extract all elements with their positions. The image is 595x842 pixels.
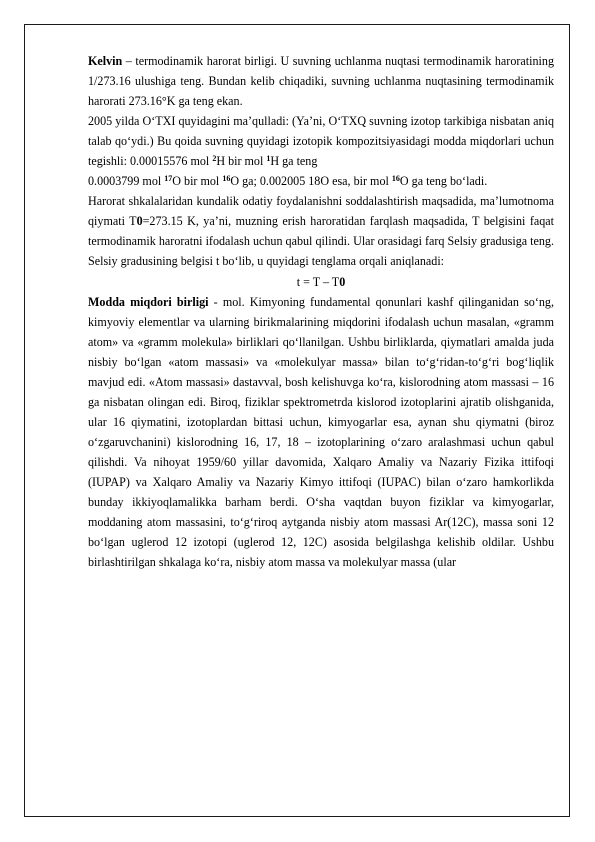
oxygen-text: O bir mol xyxy=(172,174,223,189)
scale-text: =273.15 K, ya’ni, muzning erish haroratidan farqlash maqsadida, T belgisini faqat termodinamik haroratni ifodalash uchun qabul qilindi. Ular orasidagi farq Selsiy gradusiga teng. Selsiy gradusining belgisi t bo‘lib, u quyidagi tenglama orqali aniqlanadi: xyxy=(88,214,554,269)
kelvin-term: Kelvin xyxy=(88,54,123,68)
superscript: 1 xyxy=(266,154,271,164)
oxygen-text: O ga teng bo‘ladi. xyxy=(399,174,488,189)
mole-term: Modda miqdori birligi xyxy=(88,294,209,309)
mole-definition: - mol. Kimyoning fundamental qonunlari kashf qilinganidan so‘ng, kimyoviy elementlar va ularning birikmalarining miqdorini ifodalash uchun masalan, «gramm atom» va «gramm molekula» birliklari qo‘llanilgan. Ushbu birliklarda, qiymatlari amalda juda nisbiy bo‘lgan «atom massasi» va «molekulyar massa» bilan to‘g‘ridan-to‘g‘ri bog‘liqlik mavjud edi. «Atom massasi» dastavval, bosh kelishuvga ko‘ra, kislorodning atom massasi – 16 ga nisbatan olingan edi. Biroq, fiziklar spektrometrda kislorod izotoplarini ajratib olishganida, ular 16 qiymatini, izotoplardan bittasi uchun, kimyogarlar esa, aynan shu qiymatni (biroz o‘zgaruvchanini) kislorodning 16, 17, 18 – izotoplarining o‘zaro aralashmasi uchun qabul qilishdi. Va nihoyat 1959/60 yillar davomida, Xalqaro Amaliy va Nazariy Fizika ittifoqi (IUPAP) va Xalqaro Amaliy va Nazariy Kimyo ittifoqi (IUPAC) bilan o‘zaro hamkorlikda bunday ikkiyoqlamalikka barham berdi. O‘sha vaqtdan buyon fiziklar va kimyogarlar, moddaning atom massasini, to‘g‘riroq aytganda nisbiy atom massasi Ar(12C), massa soni 12 bo‘lgan uglerod 12 izotopi (uglerod 12, 12C) asosida belgilashga kelishib oldilar. Ushbu birlashtirilgan shkalaga ko‘ra, nisbiy atom massa va molekulyar massa (ular xyxy=(88,294,554,570)
superscript: 17 xyxy=(164,174,173,184)
oxygen-text: 0.0003799 mol xyxy=(88,174,165,189)
mole-paragraph xyxy=(88,292,554,573)
oxygen-text: O ga; 0.002005 18O esa, bir mol xyxy=(230,174,392,189)
isotope-paragraph xyxy=(88,111,554,171)
oxygen-isotope-paragraph xyxy=(88,171,554,191)
subscript: 0 xyxy=(339,274,346,289)
isotope-text: H bir mol xyxy=(216,154,267,169)
formula-text: t = T – T xyxy=(296,274,340,289)
kelvin-definition: – termodinamik harorat birligi. U suvning uchlanma nuqtasi termodinamik haroratining 1/273.16 ulushiga teng. Bundan kelib chiqadiki, suvning uchlanma nuqtasining termodinamik harorati 273.16°K ga teng ekan. xyxy=(88,54,554,109)
superscript: 16 xyxy=(391,174,400,184)
document-body xyxy=(88,51,554,572)
formula xyxy=(88,272,554,292)
scale-text: Harorat shkalalaridan kundalik odatiy foydalanishni soddalashtirish maqsadida, ma’lumotnoma qiymati T xyxy=(88,194,554,229)
subscript: 0 xyxy=(136,214,143,229)
isotope-text: 2005 yilda O‘TXI quyidagini ma’qulladi: (Ya’ni, O‘TXQ suvning izotop tarkibiga nisbatan aniq talab qo‘ydi.) Bu qoida suvning quyidagi izotopik kompozitsiyasidagi modda miqdorlari uchun tegishli: 0.00015576 mol xyxy=(88,114,554,169)
superscript: 16 xyxy=(222,174,231,184)
isotope-text: H ga teng xyxy=(270,154,318,169)
kelvin-paragraph xyxy=(88,51,554,111)
superscript: 2 xyxy=(212,154,217,164)
temperature-scale-paragraph xyxy=(88,191,554,271)
